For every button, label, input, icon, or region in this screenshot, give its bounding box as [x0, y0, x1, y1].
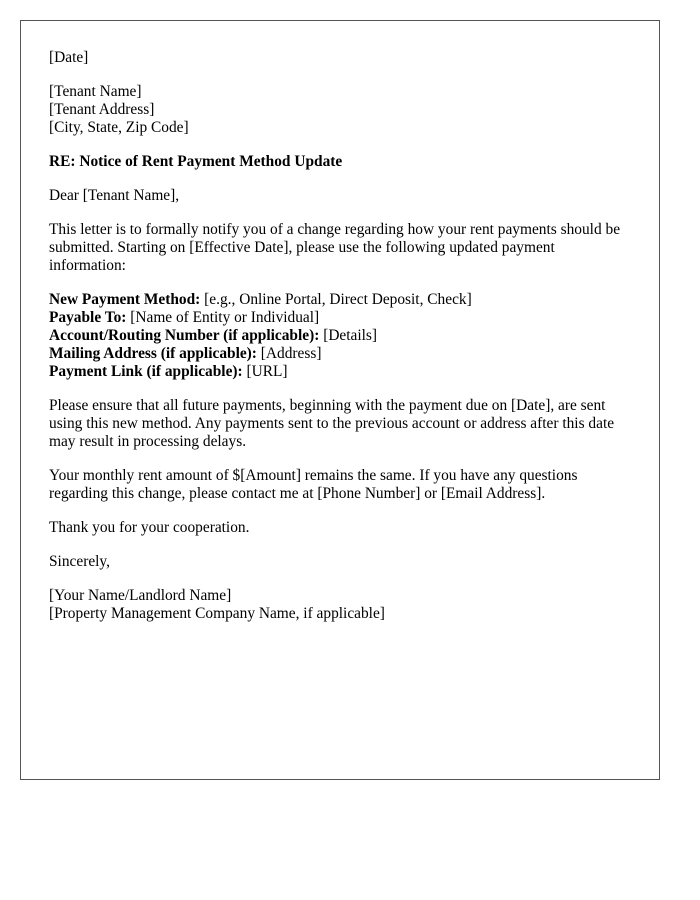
salutation: Dear [Tenant Name],: [49, 187, 180, 204]
closing-block: [49, 553, 631, 571]
account-routing-label: Account/Routing Number (if applicable):: [49, 327, 320, 344]
payable-to-value: [Name of Entity or Individual]: [126, 309, 320, 326]
closing-line: Sincerely,: [49, 553, 110, 570]
payment-link-value: [URL]: [242, 363, 288, 380]
tenant-city-state-zip: [City, State, Zip Code]: [49, 119, 189, 136]
payment-detail-row: [49, 309, 631, 327]
signature-name: [Your Name/Landlord Name]: [49, 587, 232, 604]
ensure-paragraph: Please ensure that all future payments, beginning with the payment due on [Date], are sent using this new method. Any payments sent to the previous account or address after this date may result in processing delays.: [49, 397, 615, 450]
subject-block: [49, 153, 631, 171]
payment-detail-row: [49, 327, 631, 345]
payment-link-label: Payment Link (if applicable):: [49, 363, 243, 380]
payable-to-label: Payable To:: [49, 309, 127, 326]
salutation-block: [49, 187, 631, 205]
payment-detail-row: [49, 345, 631, 363]
payment-detail-row: [49, 363, 631, 381]
payment-method-label: New Payment Method:: [49, 291, 201, 308]
payment-method-value: [e.g., Online Portal, Direct Deposit, Check]: [200, 291, 472, 308]
letter-page: [20, 20, 660, 780]
payment-detail-row: [49, 291, 631, 309]
tenant-address: [Tenant Address]: [49, 101, 155, 118]
thanks-line: Thank you for your cooperation.: [49, 519, 250, 536]
tenant-name: [Tenant Name]: [49, 83, 142, 100]
date-block: [49, 49, 631, 67]
letter-date: [Date]: [49, 49, 89, 66]
signature-block: [49, 587, 631, 623]
thanks-block: [49, 519, 631, 537]
recipient-address-block: [49, 83, 631, 137]
mailing-address-value: [Address]: [256, 345, 322, 362]
mailing-address-label: Mailing Address (if applicable):: [49, 345, 257, 362]
payment-details-list: [49, 291, 631, 381]
account-routing-value: [Details]: [319, 327, 378, 344]
amount-paragraph: Your monthly rent amount of $[Amount] remains the same. If you have any questions regarding this change, please contact me at [Phone Number] or [Email Address].: [49, 467, 578, 502]
intro-paragraph: This letter is to formally notify you of a change regarding how your rent payments should be submitted. Starting on [Effective Date], please use the following updated payment information:: [49, 221, 621, 274]
letter-subject: RE: Notice of Rent Payment Method Update: [49, 153, 343, 170]
signature-company: [Property Management Company Name, if applicable]: [49, 605, 385, 622]
